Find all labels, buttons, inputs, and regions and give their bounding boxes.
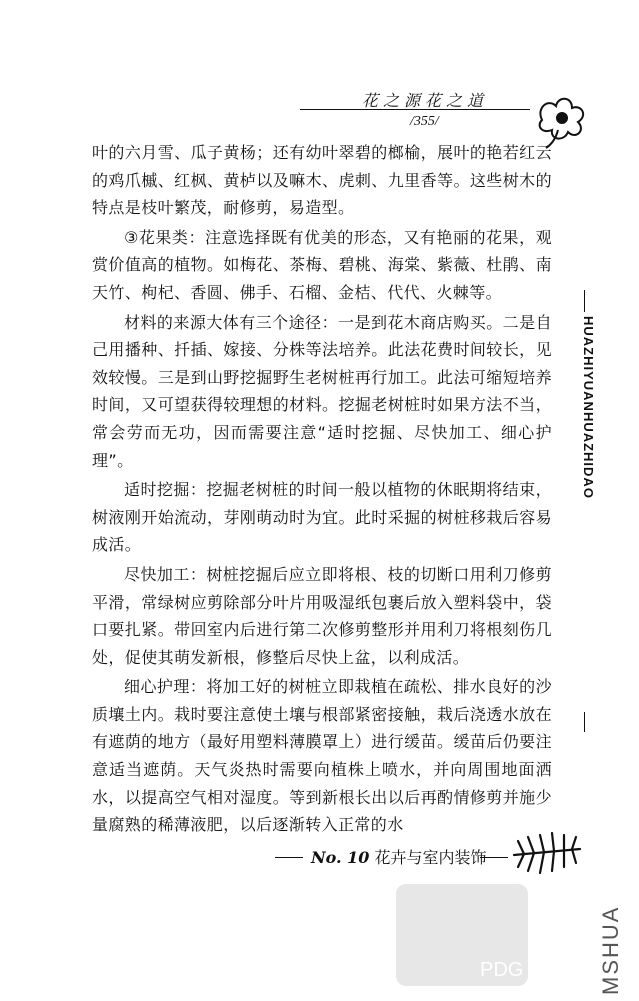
watermark-seal: [392, 880, 532, 990]
side-running-title: [574, 290, 596, 720]
running-header: [300, 88, 530, 138]
paragraph-5: 尽快加工：树桩挖掘后应立即将根、枝的切断口用利刀修剪平滑，常绿树应剪除部分叶片用吸湿纸包裹后放入塑料袋中，袋口要扎紧。带回室内后进行第二次修剪整形并用利刀将根刻伤几处，促使其萌发新根，修整后尽快上盆，以利成活。: [92, 564, 552, 667]
paragraph-6: 细心护理：将加工好的树桩立即栽植在疏松、排水良好的沙质壤土内。栽时要注意使土壤与根部紧密接触，栽后浇透水放在有遮荫的地方（最好用塑料薄膜罩上）进行缓苗。缓苗后仍要注意适当遮荫。天气炎热时需要向植株上喷水，并向周围地面洒水，以提高空气相对湿度。等到新根长出以后再酌情修剪并施少量腐熟的稀薄液肥，以后逐渐转入正常的水: [92, 677, 552, 835]
body-text: [92, 139, 552, 841]
footer-label: [311, 845, 487, 868]
paragraph-3: 材料的来源大体有三个途径：一是到花木商店购买。二是自己用播种、扦插、嫁接、分株等法培养。此法花费时间较长，见效较慢。三是到山野挖掘野生老树桩再行加工。此法可缩短培养时间，又可望获得较理想的材料。挖掘老树桩时如果方法不当，常会劳而无功，因而需要注意“适时挖掘、尽快加工、细心护理”。: [92, 312, 552, 470]
footer-dash-right: [480, 857, 508, 858]
paragraph-4: 适时挖掘：挖掘老树桩的时间一般以植物的休眠期将结束，树液刚开始流动，芽刚萌动时为宜。此时采掘的树桩移栽后容易成活。: [92, 480, 552, 555]
series-number: No. 10: [311, 848, 370, 867]
watermark-side-text: MSHUA: [598, 905, 623, 995]
side-rule-top: [584, 290, 585, 312]
header-rule: [300, 109, 530, 110]
paragraph-2: ③花果类：注意选择既有优美的形态，又有艳丽的花果，观赏价值高的植物。如梅花、茶梅、碧桃、海棠、紫薇、杜鹃、南天竹、枸杞、香圆、佛手、石榴、金桔、代代、火棘等。: [92, 227, 552, 302]
series-title: 花卉与室内装饰: [374, 848, 487, 867]
paragraph-1: 叶的六月雪、瓜子黄杨；还有幼叶翠碧的榔榆，展叶的艳若红云的鸡爪槭、红枫、黄栌以及嘛木、虎刺、九里香等。这些树木的特点是枝叶繁茂，耐修剪，易造型。: [92, 143, 552, 218]
side-rule-bottom: [584, 712, 585, 732]
watermark-seal-text: PDG: [480, 959, 524, 981]
side-running-text: HUAZHIYUANHUAZHIDAO: [581, 316, 596, 499]
book-title: 花之源花之道: [362, 91, 489, 110]
pine-branch-icon: [510, 825, 585, 880]
footer-dash-left: [275, 857, 303, 858]
page-number: /355/: [410, 114, 439, 129]
